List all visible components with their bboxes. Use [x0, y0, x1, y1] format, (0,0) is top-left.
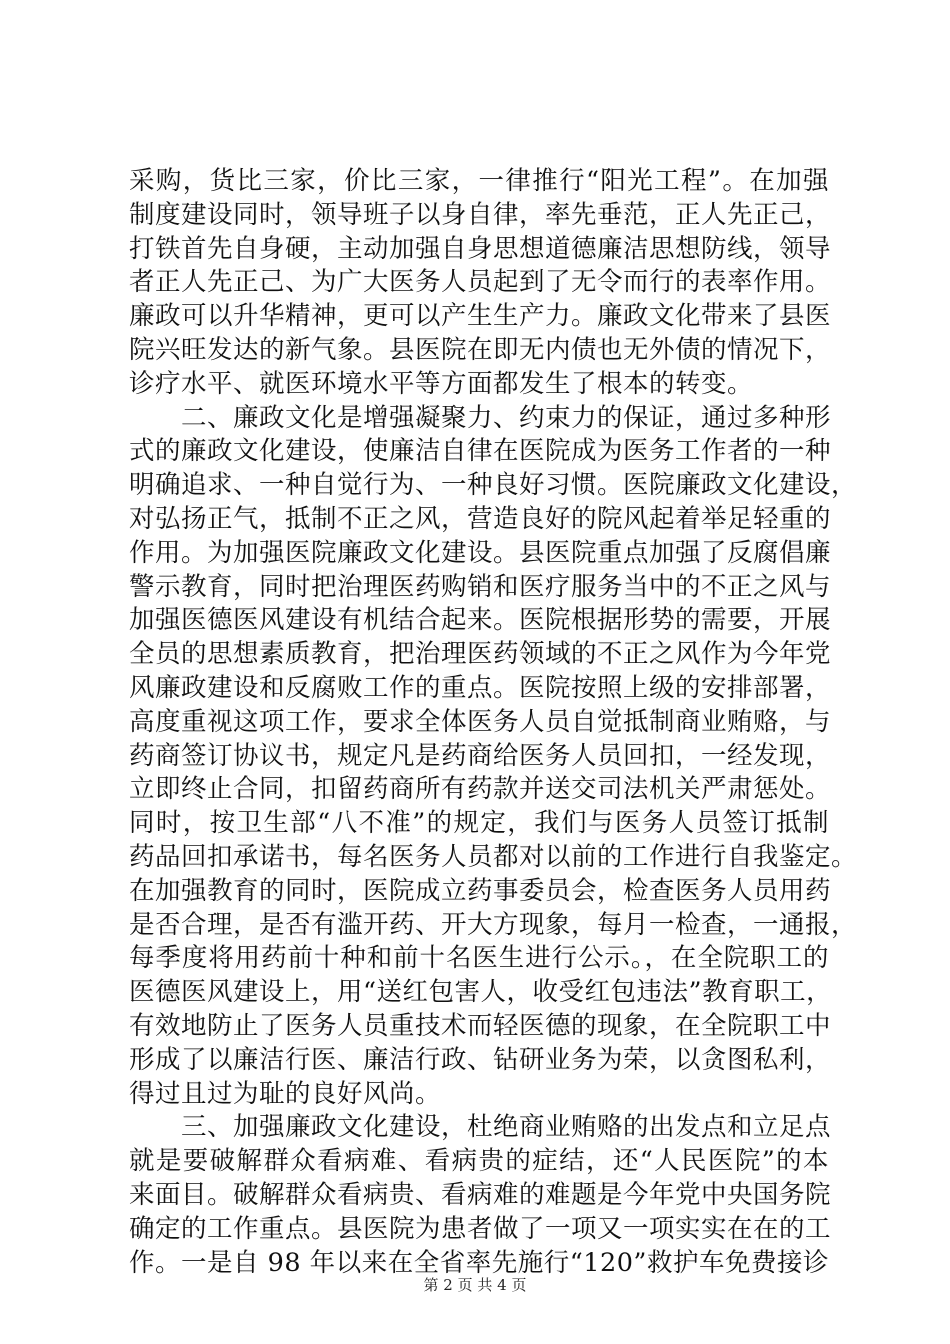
text-line: 药品回扣承诺书，每名医务人员都对以前的工作进行自我鉴定。	[129, 841, 858, 872]
text-line: 立即终止合同，扣留药商所有药款并送交司法机关严肃惩处。	[129, 774, 832, 805]
text-line: 三、加强廉政文化建设，杜绝商业贿赂的出发点和立足点	[129, 1112, 832, 1143]
text-line: 医德医风建设上，用“送红包害人，收受红包违法”教育职工，	[129, 977, 833, 1008]
text-line: 加强医德医风建设有机结合起来。医院根据形势的需要，开展	[129, 605, 832, 636]
text-line: 形成了以廉洁行医、廉洁行政、钻研业务为荣，以贪图私利，	[129, 1044, 832, 1075]
text-line: 全员的思想素质教育，把治理医药领域的不正之风作为今年党	[129, 639, 832, 670]
text-line: 者正人先正己、为广大医务人员起到了无令而行的表率作用。	[129, 267, 832, 298]
text-line: 药商签订协议书，规定凡是药商给医务人员回扣，一经发现，	[129, 740, 832, 771]
text-line: 警示教育，同时把治理医药购销和医疗服务当中的不正之风与	[129, 571, 832, 602]
text-line: 采购，货比三家，价比三家，一律推行“阳光工程”。在加强	[129, 166, 829, 196]
text-line: 作用。为加强医院廉政文化建设。县医院重点加强了反腐倡廉	[129, 537, 832, 568]
text-line: 每季度将用药前十种和前十名医生进行公示。，在全院职工的	[129, 943, 829, 974]
text-line: 在加强教育的同时，医院成立药事委员会，检查医务人员用药	[129, 875, 832, 906]
text-line: 二、廉政文化是增强凝聚力、约束力的保证，通过多种形	[129, 402, 832, 433]
text-line: 廉政可以升华精神，更可以产生生产力。廉政文化带来了县医	[129, 301, 832, 332]
text-line: 明确追求、一种自觉行为、一种良好习惯。医院廉政文化建设，	[129, 470, 858, 501]
text-line: 确定的工作重点。县医院为患者做了一项又一项实实在在的工	[129, 1213, 832, 1244]
text-line: 有效地防止了医务人员重技术而轻医德的现象，在全院职工中	[129, 1010, 832, 1041]
text-line: 来面目。破解群众看病贵、看病难的难题是今年党中央国务院	[129, 1179, 832, 1210]
text-line: 得过且过为耻的良好风尚。	[129, 1078, 442, 1109]
text-line: 式的廉政文化建设，使廉洁自律在医院成为医务工作者的一种	[129, 436, 832, 467]
text-line: 制度建设同时，领导班子以身自律，率先垂范，正人先正己，	[129, 199, 832, 230]
text-line: 同时，按卫生部“八不准”的规定，我们与医务人员签订抵制	[129, 808, 829, 839]
text-line: 打铁首先自身硬，主动加强自身思想道德廉洁思想防线，领导	[129, 233, 832, 264]
text-line: 院兴旺发达的新气象。县医院在即无内债也无外债的情况下，	[129, 334, 832, 365]
text-line: 高度重视这项工作，要求全体医务人员自觉抵制商业贿赂，与	[129, 706, 832, 737]
text-line: 诊疗水平、就医环境水平等方面都发生了根本的转变。	[129, 368, 754, 399]
text-line: 风廉政建设和反腐败工作的重点。医院按照上级的安排部署，	[129, 672, 832, 703]
text-line: 就是要破解群众看病难、看病贵的症结，还“人民医院”的本	[129, 1146, 829, 1177]
text-line: 作。一是自 98 年以来在全省率先施行“120”救护车免费接诊	[129, 1247, 829, 1278]
text-line: 是否合理，是否有滥开药、开大方现象，每月一检查，一通报，	[129, 909, 858, 940]
document-body	[129, 165, 858, 1280]
page-footer: 第 2 页 共 4 页	[423, 1276, 527, 1294]
text-line: 对弘扬正气，抵制不正之风，营造良好的院风起着举足轻重的	[129, 503, 832, 534]
